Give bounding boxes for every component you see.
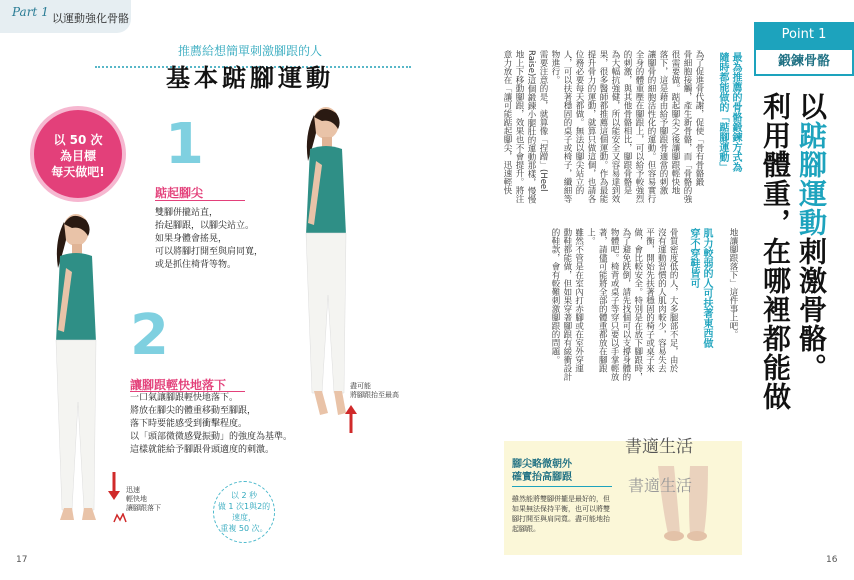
step-1-number: 1 (165, 112, 204, 177)
arrow-down-icon (107, 470, 121, 500)
step-1-line: 如果身體會搖晃， (155, 234, 228, 244)
watermark-2: 書適生活 (628, 476, 693, 495)
part-tab (0, 0, 131, 33)
chapter-label: 以運動強化骨骼 (52, 12, 129, 25)
section-1-line: 位務必要每天都做。無法以腳尖站立的 (574, 50, 584, 195)
timing-line: 速度， (232, 513, 256, 522)
section-1-line: 意力放在「讓可能踮起腳尖，迅速輕快 (502, 50, 512, 195)
tip-line: 腳打開至與肩同寬。盡可能地抬 (512, 515, 610, 523)
step-2-title: 讓腳跟輕快地落下 (130, 378, 227, 392)
step-2-line: 落下時要能感受到衝擊程度。 (130, 419, 248, 429)
step-1-title: 踮起腳尖 (155, 186, 204, 200)
section-2-line: 做，會比較安全。特別是在放下腳跟時， (632, 228, 643, 381)
section-1-line: 物進行。 (550, 50, 560, 84)
tip-title (512, 458, 572, 484)
part-label: Part 1 (12, 5, 49, 19)
goal-line-3: 每天做吧! (51, 165, 105, 179)
headline-col-2: 利用體重，在哪裡都能做 (759, 92, 792, 411)
point-title: 鍛鍊骨骼 (754, 48, 854, 76)
step-2-line: 一口氣讓腳跟輕快地落下。 (130, 393, 239, 403)
step-2-line: 這樣就能給予腳跟骨頭適度的刺激。 (130, 445, 275, 455)
tip-line: 雖然能將雙腳併攏是最好的，但 (512, 495, 610, 503)
step-2-line: 以「頭部微微感覺振動」的強度為基準。 (130, 432, 293, 442)
section-1-line: 的刺激，與其他骨骼相比，腳跟骨骼是 (622, 50, 632, 195)
section-1-heading-2: 隨時都能做的「踮腳運動」 (717, 52, 728, 172)
tip-title-line-2: 確實抬高腳跟 (512, 472, 572, 483)
step-1-line: 可以將腳打開至與肩同寬， (155, 247, 264, 257)
page-number-left: 17 (16, 555, 28, 565)
goal-line-2: 為目標 (59, 149, 96, 163)
point-label: Point 1 (754, 22, 854, 48)
section-1-line: 為大幅抗強健，所以能安全又容易達到效 (610, 50, 620, 203)
section-0-tail: 地讓腳跟落下」這件事上吧。 (728, 228, 738, 339)
section-1-line: 讓腳骨的細胞活性化的運動。但容易實行 (646, 50, 656, 203)
section-2-line: 的鞋款，會有較難刺激腳跟的問題。 (550, 228, 560, 364)
heel-up-note (350, 382, 410, 400)
section-2-heading-2: 穿不穿鞋皆可 (688, 228, 699, 288)
step-1-line: 抬起腳跟，以腳尖站立。 (155, 221, 255, 231)
page-title: 基本踮腳運動 (166, 64, 334, 92)
tip-rule (512, 486, 612, 487)
section-1-body (500, 50, 704, 220)
section-1-line: 骨細胞接觸，產生新骨骼，而「骨骼的強 (682, 50, 692, 203)
section-2-line: 動鞋都能做，但如果穿著腳跟有緩衝設計 (561, 228, 572, 381)
tip-title-line-1: 腳尖略微朝外 (512, 459, 572, 470)
goal-line-1: 以 50 次 (53, 133, 103, 147)
section-2-body (548, 228, 678, 438)
section-2-line: 為了避免跌倒，請先找個可以支撐身體的 (620, 228, 631, 381)
timing-bubble (213, 481, 275, 543)
section-2-line: 雖然不管是在室內打赤腳或在室外穿運 (573, 228, 584, 373)
section-2-line: 骨質密度低的人，大多腿部不足，由於 (668, 228, 679, 373)
section-1-line: 落下，這是藉由給予腳跟骨適當的刺激 (658, 50, 668, 195)
section-1-line: 需要注意的是，就算像「捏蹭」(Heel (538, 50, 548, 192)
headline-highlight: 踮腳運動 (795, 121, 828, 237)
section-1-line: 提升骨力的運動，就算只做這個，也請各 (586, 50, 596, 203)
headline-col-1: 以踮腳運動刺激骨骼。 (795, 92, 828, 382)
goal-badge (30, 106, 126, 202)
step-1-line: 或是抓住椅背等物。 (155, 260, 237, 270)
step-1-body (155, 207, 295, 272)
section-2-line: 沒有運動習慣的人肌肉較少，容易失去 (656, 228, 667, 373)
tip-body (512, 494, 622, 534)
impact-icon (113, 513, 127, 523)
heel-up-note-text: 盡可能 將腳跟抬至最高 (350, 382, 399, 399)
section-subtitle: 推薦給想簡單刺激腳跟的人 (177, 44, 322, 58)
heel-down-note (126, 486, 186, 513)
tip-line: 起腳跟。 (512, 525, 540, 533)
section-1-line: 全身的體重壓在腳跟上，可以給予較強烈 (634, 50, 644, 203)
section-2-line: 平衡，開始先扶著穩固的椅子或桌子來 (644, 228, 655, 373)
timing-line: 做 1 次1與2的 (217, 502, 271, 511)
tip-line: 如果無法保持平衡，也可以將雙 (512, 505, 610, 513)
feet-photo (628, 446, 738, 546)
section-2-line: 著，請儘可能將全部的體重都放在腳跟 (597, 228, 608, 373)
timing-line: 重複 50 次。 (220, 524, 268, 533)
section-2-line: 物體吧。椅背或桌子等穿只要以手掌輕放 (609, 228, 620, 381)
watermark-1: 書適生活 (625, 437, 693, 457)
step-1-rule (155, 200, 245, 201)
section-1-heading-1: 最為推薦的骨骼鍛鍊方式為 (730, 52, 741, 172)
timing-line: 以 2 秒 (230, 491, 258, 500)
section-1-line: 很需要做。踮起腳尖之後讓腳跟輕快地 (670, 50, 680, 195)
section-2-line: 上。 (585, 228, 596, 245)
tiptoe-woman-illustration (290, 105, 370, 425)
arrow-up-icon (344, 405, 358, 435)
step-2-line: 將放在腳尖的體重移動至腳跟， (130, 406, 257, 416)
step-1-line: 雙腳併攏站直， (155, 208, 219, 218)
step-2-body (130, 392, 310, 457)
section-1-line: 為了促進骨代謝，促使「骨有骨骼鍛 (694, 50, 704, 186)
section-1-line: Raise)這個鍛鍊小腿肚的運動那樣，慢慢 (526, 50, 536, 204)
step-2-number: 2 (130, 303, 169, 368)
page-number-right: 16 (826, 555, 838, 565)
section-1-line: 人，可以扶著穩固的桌子或椅子，纖細等 (562, 50, 572, 203)
section-1-line: 地上下移動腳跟，效果也不會提升。將注 (514, 50, 524, 203)
section-1-line: 果，很多醫師都推薦這個運動。作為最能 (598, 50, 608, 203)
section-2-heading-1: 肌力較弱的人可扶著東西做 (701, 228, 712, 348)
heel-down-note-text: 迅速 輕快地 讓腳跟落下 (126, 486, 161, 512)
